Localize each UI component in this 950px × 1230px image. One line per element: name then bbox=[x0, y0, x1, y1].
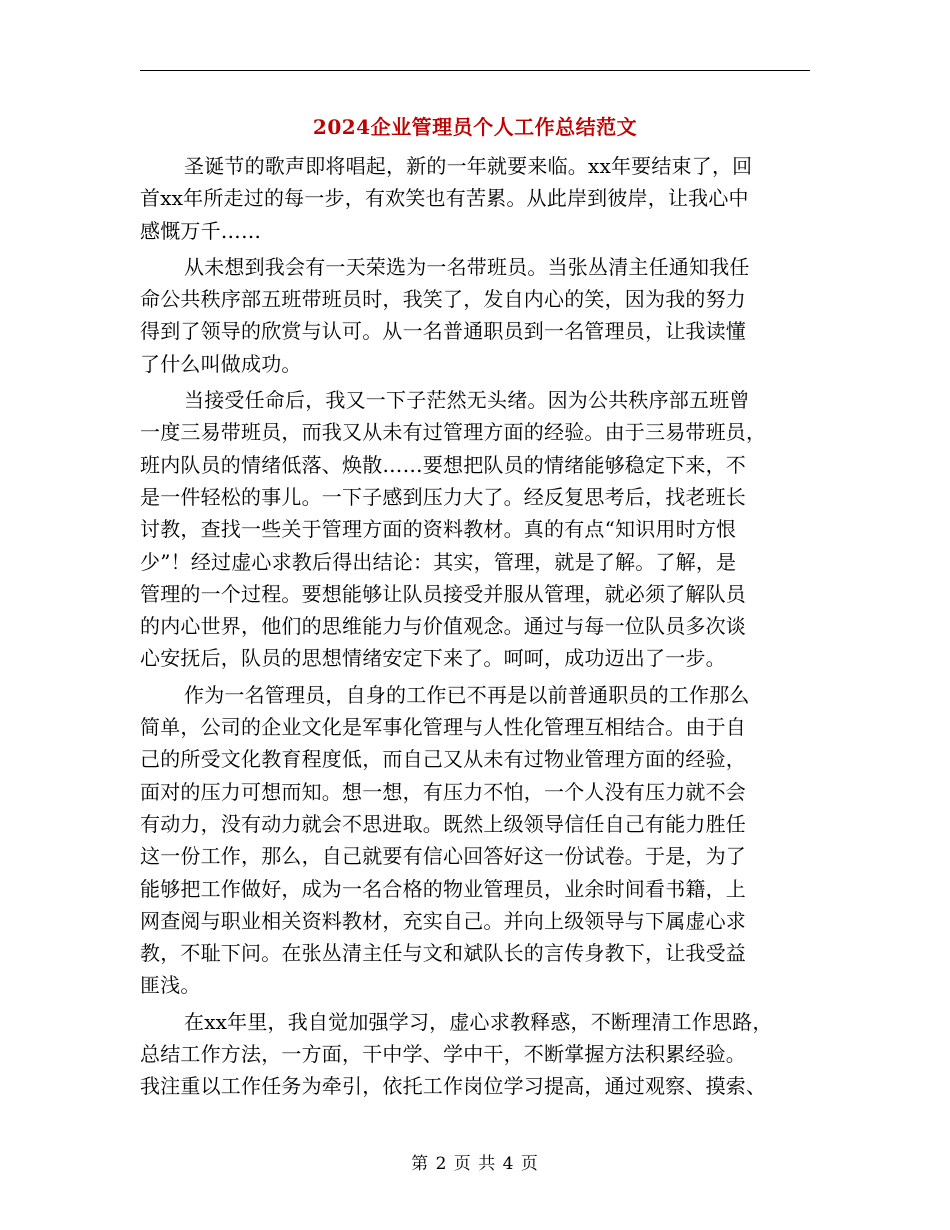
paragraph-4 bbox=[140, 679, 812, 1002]
text-line: 有动力，没有动力就会不思进取。既然上级领导信任自己有能力胜任 bbox=[140, 811, 746, 836]
text-line: 教，不耻下问。在张丛清主任与文和斌队长的言传身教下，让我受益 bbox=[140, 941, 746, 966]
text-line: 这一份工作，那么，自己就要有信心回答好这一份试卷。于是，为了 bbox=[140, 844, 746, 869]
paragraph-1 bbox=[140, 150, 812, 247]
page-footer: 第 2 页 共 4 页 bbox=[411, 1154, 539, 1174]
paragraph-2 bbox=[140, 251, 812, 380]
text-line: 命公共秩序部五班带班员时，我笑了，发自内心的笑，因为我的努力 bbox=[140, 287, 746, 312]
text-line: 网查阅与职业相关资料教材，充实自己。并向上级领导与下属虚心求 bbox=[140, 908, 746, 933]
text-line: 一度三易带班员，而我又从未有过管理方面的经验。由于三易带班员， bbox=[140, 420, 767, 445]
text-line: 少”！经过虚心求教后得出结论：其实，管理，就是了解。了解，是 bbox=[140, 549, 737, 574]
document-title: 2024企业管理员个人工作总结范文 bbox=[312, 115, 638, 139]
text-line: 的内心世界，他们的思维能力与价值观念。通过与每一位队员多次谈 bbox=[140, 614, 746, 639]
document-body bbox=[140, 150, 812, 1107]
text-line: 当接受任命后，我又一下子茫然无头绪。因为公共秩序部五班曾 bbox=[184, 388, 750, 413]
text-line: 班内队员的情绪低落、焕散……要想把队员的情绪能够稳定下来，不 bbox=[140, 452, 746, 477]
text-line: 了什么叫做成功。 bbox=[140, 351, 302, 376]
header-rule bbox=[140, 70, 810, 71]
paragraph-3 bbox=[140, 384, 812, 675]
paragraph-5 bbox=[140, 1006, 812, 1103]
text-line: 在xx年里，我自觉加强学习，虚心求教释惑，不断理清工作思路， bbox=[184, 1009, 773, 1034]
text-line: 能够把工作做好，成为一名合格的物业管理员，业余时间看书籍，上 bbox=[140, 876, 746, 901]
text-line: 作为一名管理员，自身的工作已不再是以前普通职员的工作那么 bbox=[184, 682, 750, 707]
text-line: 首xx年所走过的每一步，有欢笑也有苦累。从此岸到彼岸，让我心中 bbox=[140, 186, 749, 211]
text-line: 讨教，查找一些关于管理方面的资料教材。真的有点“知识用时方恨 bbox=[140, 517, 737, 542]
text-line: 我注重以工作任务为牵引，依托工作岗位学习提高，通过观察、摸索、 bbox=[140, 1074, 767, 1099]
text-line: 从未想到我会有一天荣选为一名带班员。当张丛清主任通知我任 bbox=[184, 254, 750, 279]
text-line: 感慨万千…… bbox=[140, 218, 262, 243]
text-line: 总结工作方法，一方面，干中学、学中干，不断掌握方法积累经验。 bbox=[140, 1042, 746, 1067]
text-line: 是一件轻松的事儿。一下子感到压力大了。经反复思考后，找老班长 bbox=[140, 484, 746, 509]
text-line: 心安抚后，队员的思想情绪安定下来了。呵呵，成功迈出了一步。 bbox=[140, 646, 726, 671]
text-line: 圣诞节的歌声即将唱起，新的一年就要来临。xx年要结束了，回 bbox=[184, 154, 753, 178]
text-line: 得到了领导的欣赏与认可。从一名普通职员到一名管理员，让我读懂 bbox=[140, 319, 746, 344]
text-line: 己的所受文化教育程度低，而自己又从未有过物业管理方面的经验， bbox=[140, 747, 746, 772]
text-line: 简单，公司的企业文化是军事化管理与人性化管理互相结合。由于自 bbox=[140, 715, 746, 740]
text-line: 匪浅。 bbox=[140, 973, 201, 998]
text-line: 管理的一个过程。要想能够让队员接受并服从管理，就必须了解队员 bbox=[140, 581, 746, 606]
text-line: 面对的压力可想而知。想一想，有压力不怕，一个人没有压力就不会 bbox=[140, 779, 746, 804]
